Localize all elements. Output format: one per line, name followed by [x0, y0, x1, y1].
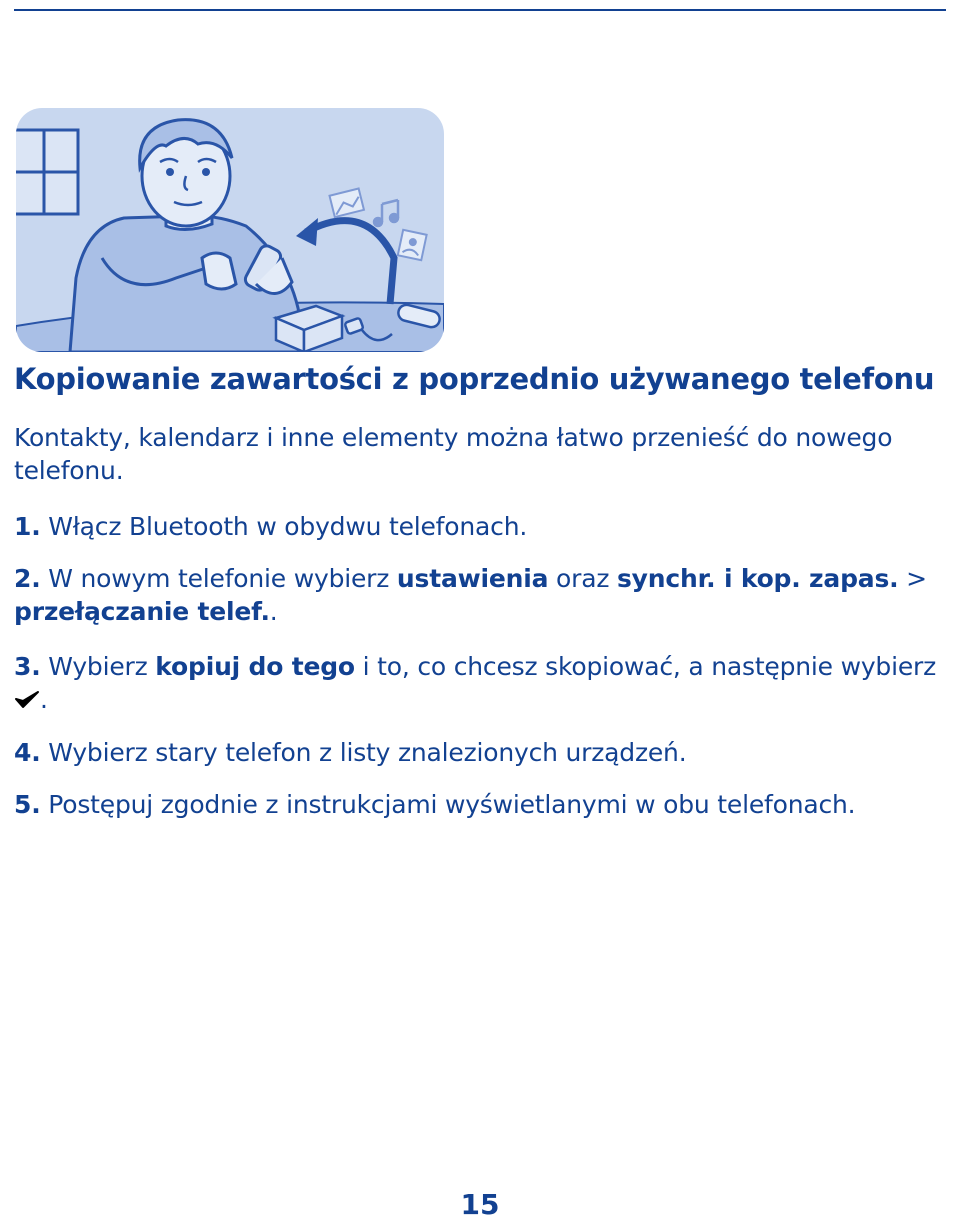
- menu-keyword-settings: ustawienia: [396, 564, 549, 593]
- checkmark-icon: [14, 689, 40, 711]
- step-text: W nowym telefonie wybierz: [48, 564, 390, 593]
- step-number: 4.: [14, 738, 41, 767]
- section-heading: Kopiowanie zawartości z poprzednio używanego telefonu: [14, 362, 935, 396]
- menu-keyword-sync: synchr. i kop. zapas.: [617, 564, 899, 593]
- intro-paragraph: Kontakty, kalendarz i inne elementy można łatwo przenieść do nowego telefonu.: [14, 423, 893, 485]
- illustration-phone-transfer: [16, 108, 444, 352]
- step-4: [14, 736, 946, 769]
- page-number: 15: [460, 1188, 500, 1221]
- step-text: Wybierz: [48, 652, 148, 681]
- window-icon: [16, 130, 78, 214]
- step-number: 2.: [14, 564, 41, 593]
- step-5: [14, 788, 946, 821]
- step-text: Postępuj zgodnie z instrukcjami wyświetlanymi w obu telefonach.: [48, 790, 856, 819]
- step-text: oraz: [556, 564, 610, 593]
- step-3: 3. Wybierz kopiuj do tego i to, co chcesz skopiować, a następnie wybierz .: [14, 652, 937, 714]
- step-2: 2. W nowym telefonie wybierz ustawienia oraz synchr. i kop. zapas. > przełączanie telef..: [14, 564, 927, 626]
- step-number: 5.: [14, 790, 41, 819]
- step-text: Wybierz stary telefon z listy znalezionych urządzeń.: [48, 738, 687, 767]
- menu-separator: >: [906, 564, 927, 593]
- step-text: Włącz Bluetooth w obydwu telefonach.: [48, 512, 528, 541]
- step-text: i to, co chcesz skopiować, a następnie wybierz: [362, 652, 937, 681]
- menu-keyword-copy: kopiuj do tego: [155, 652, 355, 681]
- step-number: 1.: [14, 512, 41, 541]
- top-rule: [14, 9, 946, 11]
- contact-card-icon: [398, 230, 427, 260]
- step-number: 3.: [14, 652, 41, 681]
- menu-keyword-phone-switch: przełączanie telef.: [14, 597, 270, 626]
- step-1: [14, 510, 946, 543]
